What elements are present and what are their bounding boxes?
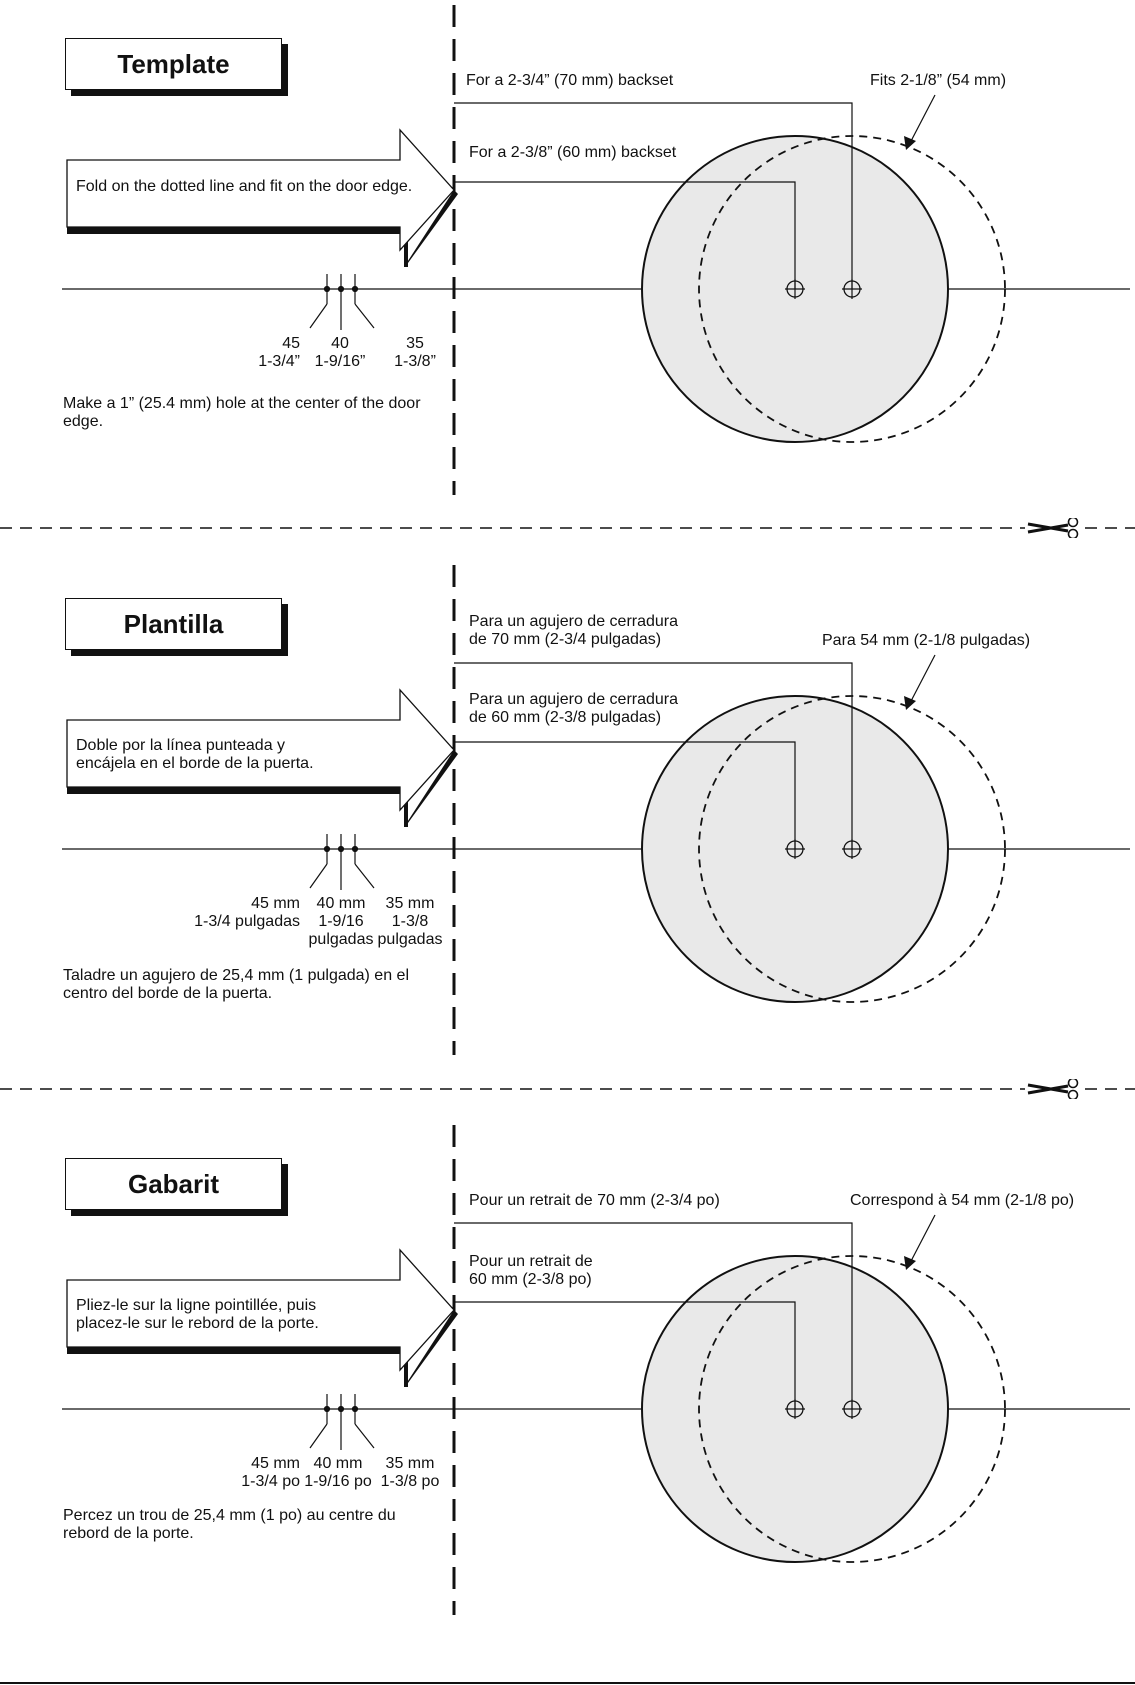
measure-35: 35 mm 1-3/8 pulgadas: [377, 895, 443, 948]
hole-note: Taladre un agujero de 25,4 mm (1 pulgada) en el centro del borde de la puerta.: [63, 967, 409, 1002]
measure-40: 40 mm 1-9/16 pulgadas: [308, 895, 374, 948]
fits-arrowhead: [904, 1256, 916, 1270]
edge-measure-ticks: [310, 274, 374, 330]
edge-measure-ticks: [310, 834, 374, 890]
fits-label: Correspond à 54 mm (2-1/8 po): [850, 1192, 1075, 1209]
hole-note: Percez un trou de 25,4 mm (1 po) au centre du rebord de la porte.: [63, 1507, 396, 1542]
fits-arrowhead: [904, 696, 916, 710]
edge-measure-ticks: [310, 1394, 374, 1450]
panel-title: Plantilla: [65, 598, 282, 650]
backset-60-label: Para un agujero de cerradura de 60 mm (2-3/8 pulgadas): [469, 691, 679, 726]
template-panel: [0, 1120, 1135, 1680]
cut-line: [0, 518, 1135, 538]
backset-60-label: Pour un retrait de 60 mm (2-3/8 po): [469, 1253, 593, 1288]
measure-45: 45 mm 1-3/4 pulgadas: [194, 895, 300, 930]
measure-35: 35 mm 1-3/8 po: [380, 1455, 440, 1490]
fits-label: Para 54 mm (2-1/8 pulgadas): [822, 632, 1031, 649]
cut-line: [0, 1079, 1135, 1099]
fold-instruction: Doble por la línea punteada y encájela en el borde de la puerta.: [76, 737, 314, 772]
panel-title: Gabarit: [65, 1158, 282, 1210]
template-panel: [0, 560, 1135, 1120]
backset-70-label: Para un agujero de cerradura de 70 mm (2-3/4 pulgadas): [469, 613, 679, 648]
hole-note: Make a 1” (25.4 mm) hole at the center of the door edge.: [63, 395, 421, 430]
scissors-icon: [1028, 1079, 1078, 1099]
measure-40: 40 1-9/16”: [314, 335, 366, 370]
measure-45: 45 1-3/4”: [258, 335, 300, 370]
template-panel: [0, 0, 1135, 560]
panel-title: Template: [65, 38, 282, 90]
measure-35: 35 1-3/8”: [394, 335, 436, 370]
backset-60-label: For a 2-3/8” (60 mm) backset: [469, 144, 677, 161]
fits-label: Fits 2-1/8” (54 mm): [870, 72, 1007, 89]
fold-instruction: Pliez-le sur la ligne pointillée, puis placez-le sur le rebord de la porte.: [76, 1297, 319, 1332]
measure-40: 40 mm 1-9/16 po: [304, 1455, 372, 1490]
fits-arrowhead: [904, 136, 916, 150]
fold-arrow: [67, 130, 458, 267]
scissors-icon: [1028, 518, 1078, 538]
page-bottom-rule: [0, 1682, 1135, 1684]
measure-45: 45 mm 1-3/4 po: [241, 1455, 300, 1490]
backset-70-label: For a 2-3/4” (70 mm) backset: [466, 72, 674, 89]
fold-instruction: Fold on the dotted line and fit on the door edge.: [76, 178, 413, 195]
backset-70-label: Pour un retrait de 70 mm (2-3/4 po): [469, 1192, 720, 1209]
